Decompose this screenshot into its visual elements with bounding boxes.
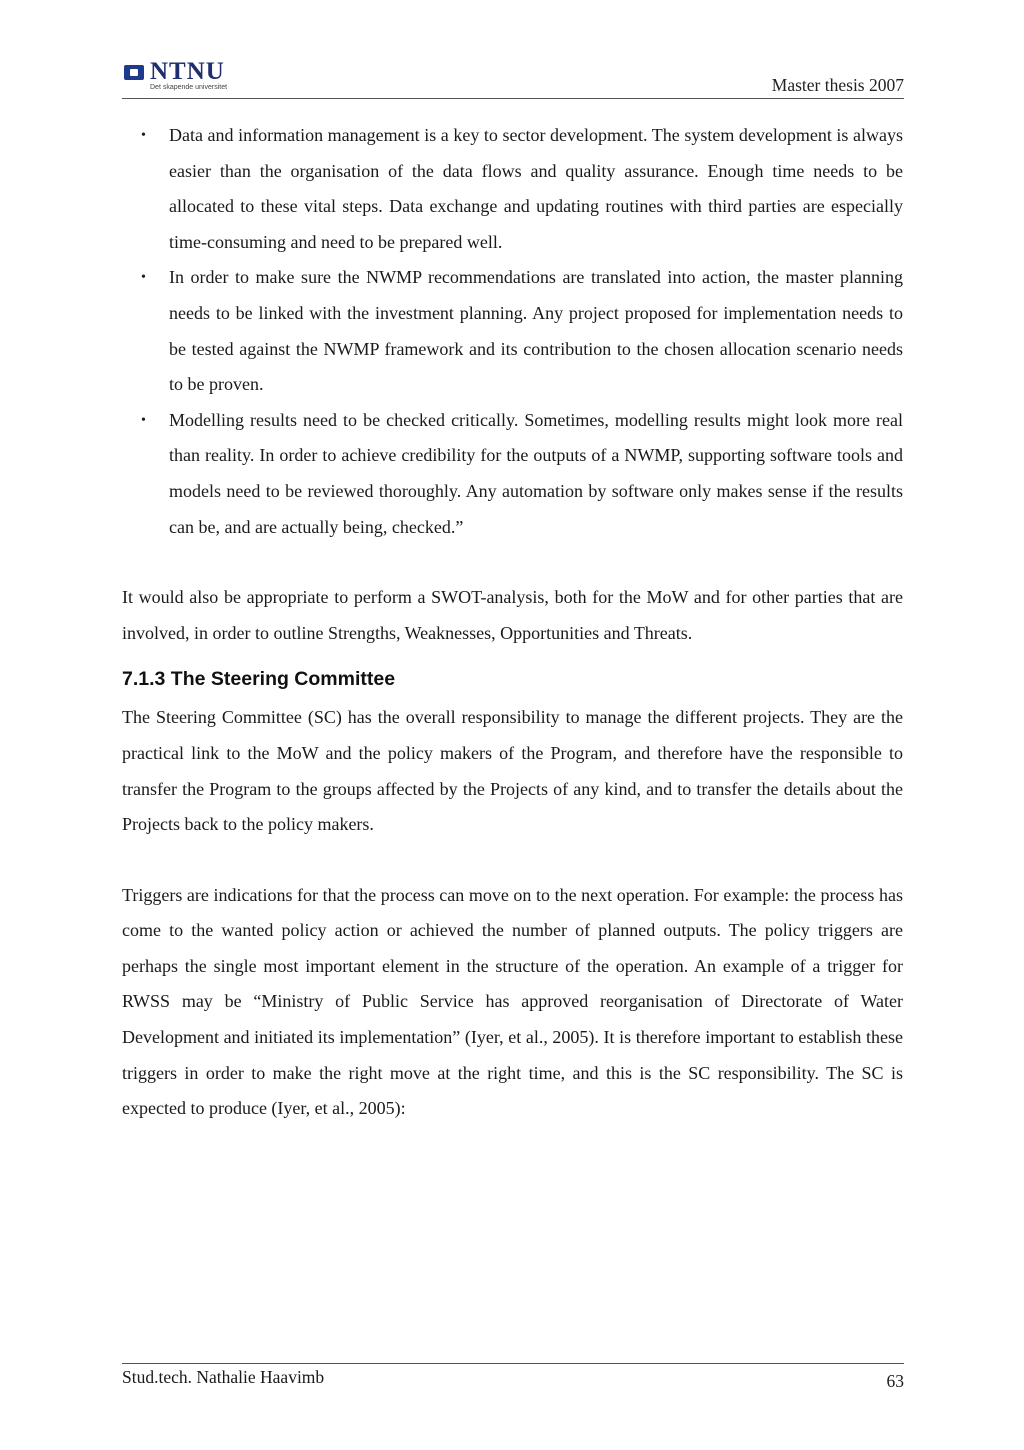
section-heading: 7.1.3 The Steering Committee [122,668,396,691]
page-header [122,58,904,99]
spacer [122,843,903,878]
bullet-list [122,118,903,545]
list-item-text: In order to make sure the NWMP recommendations are translated into action, the master planning needs to be linked with the investment planning. Any project proposed for implementation needs to be tested against the NWMP framework and its contribution to the chosen allocation scenario needs to be proven. [169,267,903,395]
list-item-text: Data and information management is a key to sector development. The system development is always easier than the organisation of the data flows and quality assurance. Enough time needs to be allocated to these vital steps. Data exchange and updating routines with third parties are especially time-consuming and need to be prepared well. [169,125,903,252]
swot-paragraph: It would also be appropriate to perform a SWOT-analysis, both for the MoW and for other parties that are involved, in order to outline Strengths, Weaknesses, Opportunities and Threats. [122,587,903,643]
page-footer [122,1363,904,1391]
bullet-icon: • [141,128,146,143]
header-title: Master thesis 2007 [771,75,904,95]
list-item [122,403,903,545]
bullet-icon: • [141,270,146,286]
triggers-paragraph: Triggers are indications for that the process can move on to the next operation. For example: the process has come to the wanted policy action or achieved the number of planned outputs. The policy triggers are perhaps the single most important element in the structure of the operation. An example of a trigger for RWSS may be “Ministry of Public Service has approved reorganisation of Directorate of Water Development and initiated its implementation” (Iyer, et al., 2005). It is therefore important to establish these triggers in order to make the right move at the right time, and this is the SC responsibility. The SC is expected to produce (Iyer, et al., 2005): [122,884,903,1119]
list-item [122,260,903,402]
list-item [122,118,903,260]
list-item-text: Modelling results need to be checked critically. Sometimes, modelling results might look more real than reality. In order to achieve credibility for the outputs of a NWMP, supporting software tools and models need to be reviewed thoroughly. Any automation by software only makes sense if the results can be, and are actually being, checked.” [169,409,903,537]
spacer [122,545,903,580]
page-number: 63 [886,1371,904,1391]
logo-subtitle: Det skapende universitet [150,84,228,91]
footer-author: Stud.tech. Nathalie Haavimb [122,1367,325,1387]
logo-text: NTNU [150,58,225,85]
page-content [122,118,903,1127]
sc-intro-paragraph: The Steering Committee (SC) has the overall responsibility to manage the different projects. They are the practical link to the MoW and the policy makers of the Program, and therefore have the responsible to transfer the Program to the groups affected by the Projects of any kind, and to transfer the details about the Projects back to the policy makers. [122,707,903,835]
ntnu-logo-icon [124,65,144,80]
bullet-icon: • [141,412,146,428]
